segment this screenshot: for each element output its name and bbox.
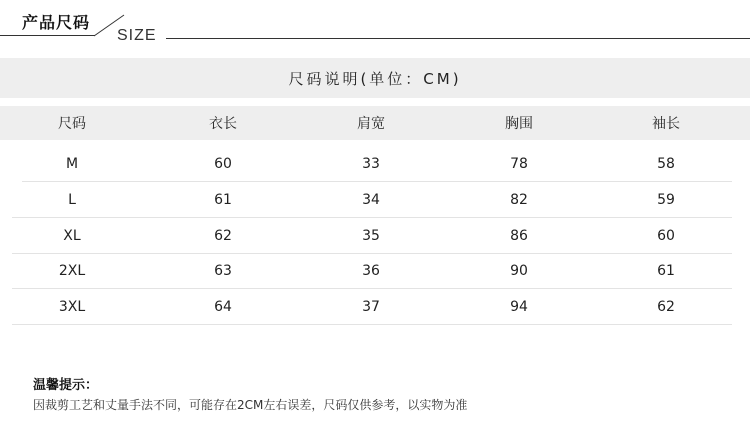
title-rule (166, 38, 750, 39)
section-title-en: SIZE (117, 27, 157, 44)
shoulder-cell: 37 (362, 299, 380, 315)
size-cell: L (68, 192, 76, 208)
size-cell: M (65, 156, 79, 172)
chest-cell: 86 (510, 228, 528, 244)
table-row (0, 218, 750, 254)
length-cell: 62 (214, 228, 232, 244)
section-title-cn: 产品尺码 (22, 13, 91, 32)
shoulder-cell: 35 (362, 228, 380, 244)
notice-title: 温馨提示： (33, 378, 99, 393)
table-row (0, 289, 750, 325)
table-row (0, 146, 750, 182)
shoulder-cell: 36 (362, 263, 380, 279)
column-header-length: 衣长 (209, 116, 237, 132)
column-header-sleeve: 袖长 (652, 116, 680, 132)
sleeve-cell: 59 (657, 192, 675, 208)
column-header-shoulder: 肩宽 (357, 116, 385, 132)
length-cell: 61 (214, 192, 232, 208)
sleeve-cell: 58 (657, 156, 675, 172)
column-header-chest: 胸围 (505, 116, 533, 132)
chest-cell: 78 (510, 156, 528, 172)
chest-cell: 94 (510, 299, 528, 315)
table-row (0, 182, 750, 218)
size-cell: 2XL (58, 263, 86, 279)
sleeve-cell: 60 (657, 228, 675, 244)
unit-band-label: 尺码说明(单位：CM) (288, 69, 462, 88)
size-cell: 3XL (58, 299, 86, 315)
shoulder-cell: 34 (362, 192, 380, 208)
sleeve-cell: 61 (657, 263, 675, 279)
chest-cell: 82 (510, 192, 528, 208)
shoulder-cell: 33 (362, 156, 380, 172)
length-cell: 63 (214, 263, 232, 279)
unit-band (0, 58, 750, 98)
slash-divider (0, 0, 750, 50)
chest-cell: 90 (510, 263, 528, 279)
column-header-size: 尺码 (58, 116, 86, 132)
length-cell: 60 (214, 156, 232, 172)
row-divider (12, 324, 732, 325)
table-row (0, 253, 750, 289)
section-header (0, 0, 750, 50)
sleeve-cell: 62 (657, 299, 675, 315)
length-cell: 64 (214, 299, 232, 315)
size-cell: XL (63, 228, 81, 244)
notice-text: 因裁剪工艺和丈量手法不同，可能存在2CM左右误差，尺码仅供参考，以实物为准 (33, 398, 468, 412)
table-header (0, 106, 750, 140)
